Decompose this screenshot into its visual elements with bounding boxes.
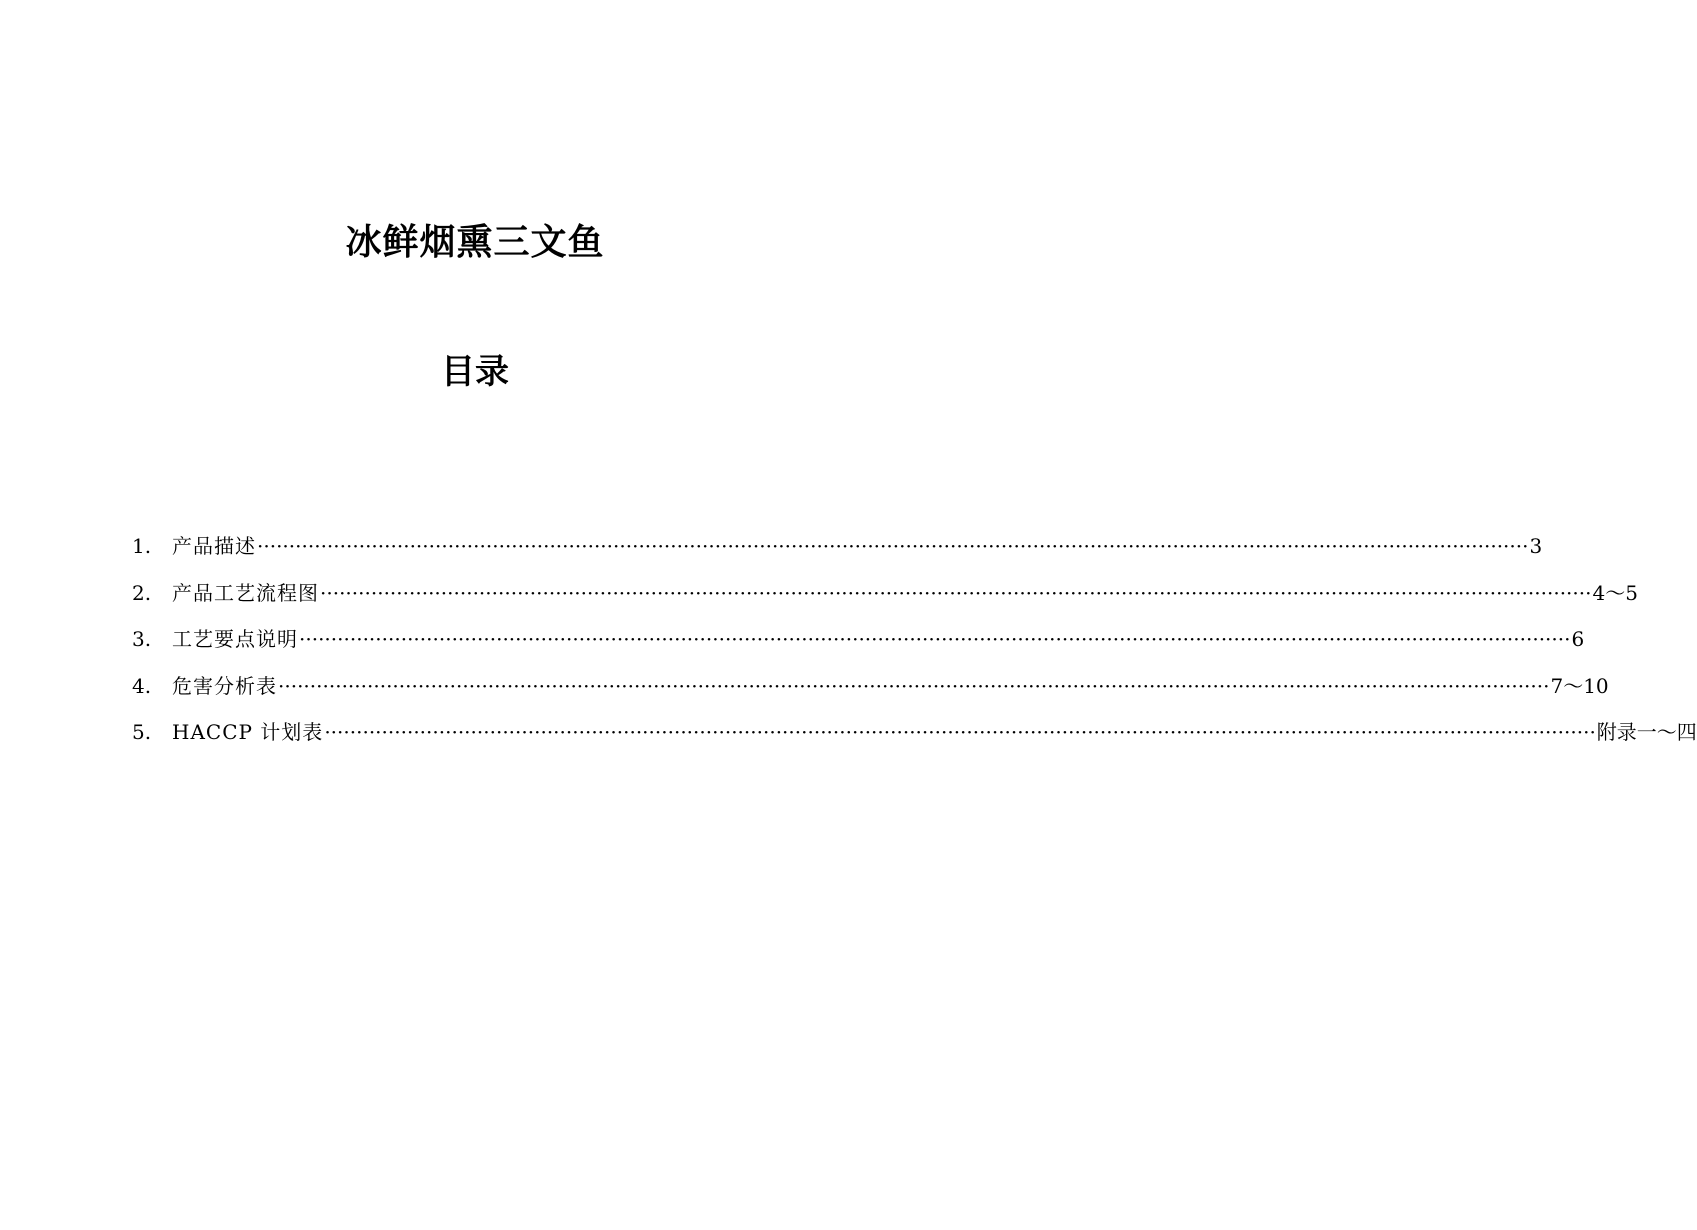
toc-entry-number: 2. bbox=[132, 580, 152, 605]
toc-entry-process-flow bbox=[132, 577, 1638, 624]
toc-heading: 目录 bbox=[441, 352, 509, 392]
table-of-contents bbox=[132, 530, 1697, 763]
toc-entry-label: 工艺要点说明 bbox=[172, 627, 298, 651]
toc-entry-label: 产品描述 bbox=[172, 534, 256, 558]
toc-entry-label: HACCP 计划表 bbox=[172, 720, 324, 744]
dot-leader: ········································································································································································································ bbox=[324, 720, 1596, 744]
toc-entry-product-description bbox=[132, 530, 1543, 577]
toc-entry-hazard-analysis bbox=[132, 670, 1609, 717]
dot-leader: ········································································································································································································ bbox=[257, 534, 1529, 558]
toc-entry-haccp-plan bbox=[132, 716, 1697, 763]
dot-leader: ········································································································································································································ bbox=[299, 627, 1571, 651]
toc-entry-number: 4. bbox=[132, 673, 152, 698]
toc-entry-process-notes bbox=[132, 623, 1585, 670]
toc-entry-number: 5. bbox=[132, 720, 152, 744]
toc-entry-page: 3 bbox=[1529, 534, 1543, 558]
toc-entry-label: 危害分析表 bbox=[172, 673, 277, 698]
toc-entry-page: 6 bbox=[1571, 627, 1585, 651]
toc-entry-number: 3. bbox=[132, 627, 152, 651]
toc-entry-page: 4～5 bbox=[1592, 580, 1638, 605]
toc-entry-number: 1. bbox=[132, 534, 152, 558]
document-title: 冰鲜烟熏三文鱼 bbox=[345, 222, 605, 263]
dot-leader: ········································································································································································································ bbox=[320, 580, 1592, 605]
toc-entry-page: 7～10 bbox=[1550, 673, 1609, 698]
dot-leader: ········································································································································································································ bbox=[278, 673, 1550, 698]
toc-entry-label: 产品工艺流程图 bbox=[172, 580, 319, 605]
toc-entry-page: 附录一～四 bbox=[1596, 720, 1697, 744]
